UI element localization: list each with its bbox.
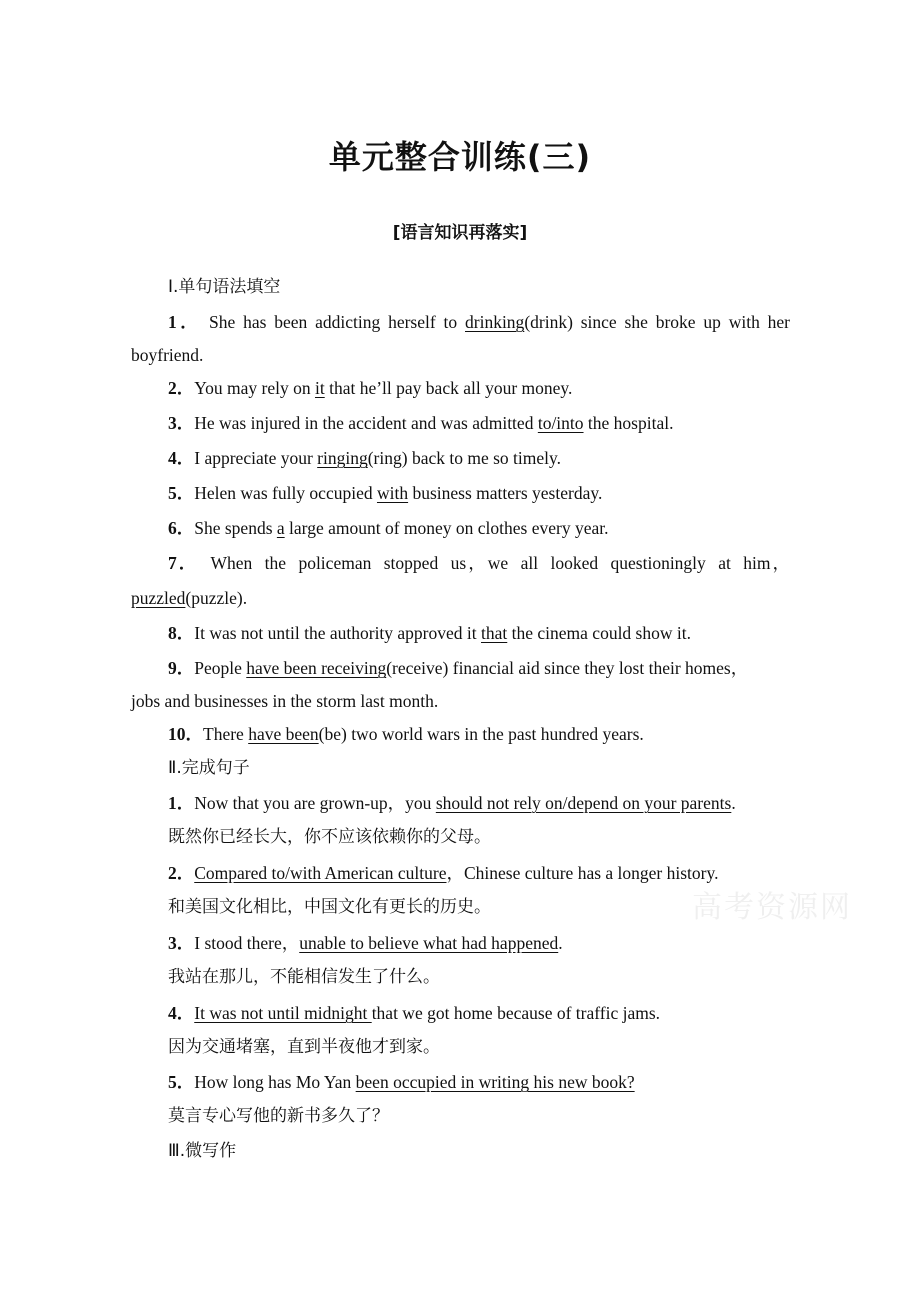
s2-item-1-translation: 既然你已经长大，你不应该依赖你的父母。 <box>168 827 491 847</box>
s1-item-3: 3．He was injured in the accident and was admitted to/into the hospital. <box>168 413 674 433</box>
s1-item-5: 5．Helen was fully occupied with business matters yesterday. <box>168 483 603 503</box>
answer-blank: It was not until midnight <box>194 1003 372 1023</box>
answer-blank: it <box>314 378 325 398</box>
s2-item-1: 1．Now that you are grown-up，you should not rely on/depend on your parents. <box>168 793 736 813</box>
answer-blank: Compared to/with American culture <box>194 863 447 883</box>
answer-blank: ringing <box>317 448 368 468</box>
s2-item-2-translation: 和美国文化相比，中国文化有更长的历史。 <box>168 897 491 917</box>
section-3-heading: Ⅲ.微写作 <box>168 1141 237 1161</box>
s2-item-5: 5．How long has Mo Yan been occupied in writing his new book? <box>168 1072 635 1092</box>
s2-item-5-translation: 莫言专心写他的新书多久了？ <box>168 1106 389 1126</box>
s1-item-8: 8．It was not until the authority approved it that the cinema could show it. <box>168 623 691 643</box>
answer-blank: puzzled <box>131 588 186 608</box>
answer-blank: a <box>276 518 285 538</box>
s1-item-9-cont: jobs and businesses in the storm last month. <box>131 691 439 711</box>
s2-item-3-translation: 我站在那儿，不能相信发生了什么。 <box>168 967 440 987</box>
s1-item-1-cont: boyfriend. <box>131 345 204 365</box>
s1-item-1: 1． She has been addicting herself to drinking(drink) since she broke up with her <box>168 312 791 332</box>
s2-item-4-translation: 因为交通堵塞，直到半夜他才到家。 <box>168 1037 440 1057</box>
answer-blank: unable to believe what had happened <box>299 933 559 953</box>
section-subtitle: [语言知识再落实] <box>392 223 528 243</box>
s1-item-7-cont: puzzled(puzzle). <box>131 588 248 608</box>
answer-blank: have been receiving <box>246 658 387 678</box>
watermark: 高考资源网 <box>692 890 852 925</box>
answer-blank: with <box>376 483 409 503</box>
s1-item-2: 2．You may rely on it that he’ll pay back all your money. <box>168 378 573 398</box>
s1-item-10: 10．There have been(be) two world wars in the past hundred years. <box>168 724 644 744</box>
section-1-heading: Ⅰ.单句语法填空 <box>168 277 281 297</box>
s1-item-4: 4．I appreciate your ringing(ring) back to me so timely. <box>168 448 561 468</box>
answer-blank: been occupied in writing his new book? <box>355 1072 635 1092</box>
s2-item-4: 4．It was not until midnight that we got home because of traffic jams. <box>168 1003 661 1023</box>
section-2-heading: Ⅱ.完成句子 <box>168 758 250 778</box>
s1-item-6: 6．She spends a large amount of money on clothes every year. <box>168 518 609 538</box>
answer-blank: drinking <box>465 312 525 332</box>
s2-item-3: 3．I stood there，unable to believe what had happened. <box>168 933 563 953</box>
answer-blank: to/into <box>537 413 584 433</box>
page-title: 单元整合训练(三) <box>328 138 592 176</box>
s1-item-7: 7． When the policeman stopped us，we all looked questioningly at him， <box>168 553 791 573</box>
s2-item-2: 2．Compared to/with American culture，Chinese culture has a longer history. <box>168 863 719 883</box>
answer-blank: that <box>481 623 508 643</box>
answer-blank: have been <box>248 724 319 744</box>
answer-blank: should not rely on/depend on your parents <box>435 793 732 813</box>
s1-item-9: 9．People have been receiving(receive) financial aid since they lost their homes， <box>168 658 749 678</box>
